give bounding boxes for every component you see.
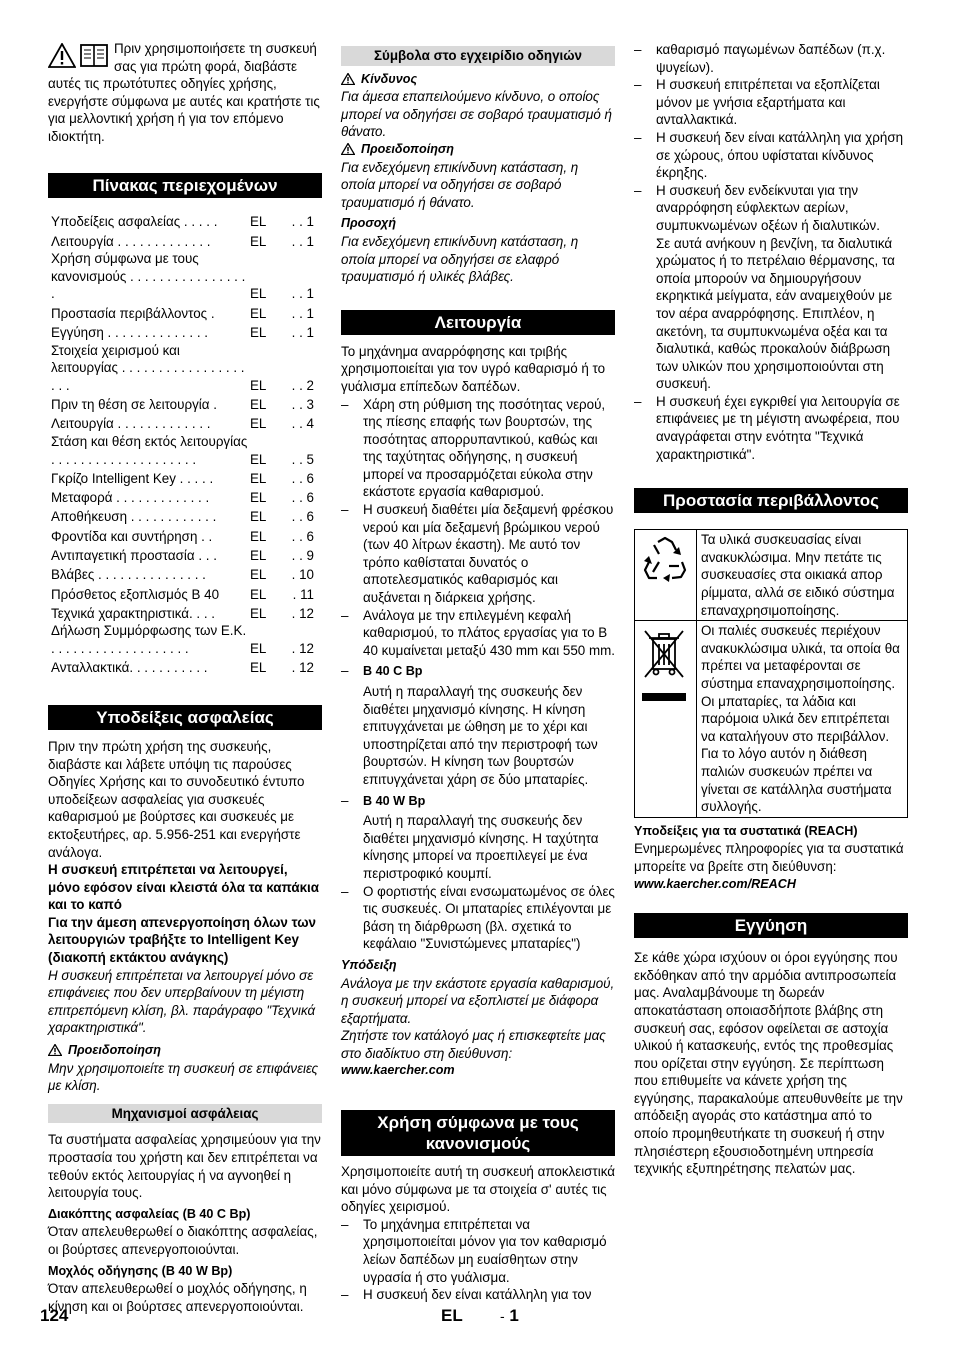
toc-table (48, 212, 322, 677)
manual-book-icon (80, 43, 108, 68)
list-item: – Η συσκευή δεν είναι κατάλληλη για χρήση σε χώρους, όπου υφίσταται κίνδυνος έκρηξης. (634, 129, 908, 182)
table-row (635, 530, 908, 621)
danger-label-text: Κίνδυνος (361, 71, 418, 86)
crossed-bin-icon-cell (635, 621, 697, 818)
intended-use-intro: Χρησιμοποιείτε αυτή τη συσκευή αποκλειστικά και μόνο σύμφωνα με τα στοιχεία σ' αυτές τις οδηγίες χειρισμού. (341, 1164, 615, 1215)
warranty-text: Σε κάθε χώρα ισχύουν οι όροι εγγύησης που εκδόθηκαν από την αρμόδια αντιπροσωπεία μας. Αναλαμβάνουμε τη δωρεάν αποκατάσταση οποιασδήποτε βλάβης στη συσκευή σας, εφόσον οφείλεται σε αστοχία υλικού ή κατασκευής, εντός της προθεσμίας που ορίζεται στην εγγύηση. Σε περίπτωση που επιθυμείτε να κάνετε χρήση της εγγύησης, παρακαλούμε απευθυνθείτε με την απόδειξη αγοράς στο κατάστημα από το οποίο προμηθευτήκατε τη συσκευή ή στην πλησιέστερη εξουσιοδοτημένη υπηρεσία τεχνικής εξυπηρέτησης πελατών μας. (634, 950, 903, 1177)
toc-row[interactable] (48, 468, 322, 487)
toc-entry-page: . . 1 (291, 305, 314, 321)
intended-use-section (341, 1163, 615, 1304)
toc-entry-lang: EL (250, 660, 267, 676)
toc-entry-lang: EL (250, 547, 267, 563)
toc-entry-lang: EL (250, 451, 267, 467)
intro-icons (48, 43, 110, 71)
toc-entry-lang: EL (250, 586, 267, 602)
list-item: – Το μηχάνημα επιτρέπεται να χρησιμοποιείται μόνον για τον καθαρισμό λείων δαπέδων μη ευαίσθητων στην υγρασία ή στο γυάλισμα. (341, 1216, 615, 1286)
warning-label-text: Προειδοποίηση (361, 141, 454, 156)
safety-bold-1: Η συσκευή επιτρέπεται να λειτουργεί, μόνο εφόσον είναι κλειστά όλα τα καπάκια και το καπό (48, 862, 319, 913)
intended-use-list-b (634, 41, 908, 463)
toc-entry-page: . . 6 (291, 470, 314, 486)
list-item: – Ανάλογα με την επιλεγμένη κεφαλή καθαρισμού, το πλάτος εργασίας για το B 40 κυμαίνεται μεταξύ 430 mm και 550 mm. (341, 607, 615, 660)
toc-row[interactable] (48, 342, 322, 395)
intended-use-list-a (341, 1216, 615, 1304)
toc-entry-title: Υποδείξεις ασφαλείας . . . . . (51, 214, 218, 230)
toc-entry-title: Στοιχεία χειρισμού και λειτουργίας . . . . . . . . . . . . . . . . . . . . (51, 342, 245, 393)
toc-entry-page: . . 1 (291, 233, 314, 249)
mechanisms-lever-text: Όταν απελευθερωθεί ο μοχλός οδήγησης, η κίνηση και οι βούρτσες απενεργοποιούνται. (48, 1281, 307, 1314)
safety-heading: Υποδείξεις ασφαλείας (48, 705, 322, 730)
reach-heading: Υποδείξεις για τα συστατικά (REACH) (634, 823, 858, 838)
toc-entry-lang: EL (250, 286, 267, 302)
intended-use-heading: Χρήση σύμφωνα με τους κανονισμούς (341, 1110, 615, 1156)
list-item: – Η συσκευή επιτρέπεται να εξοπλίζεται μόνον με γνήσια εξαρτήματα και ανταλλακτικά. (634, 76, 908, 129)
continued-text: καθαρισμό παγωμένων δαπέδων (π.χ. ψυγείων). (656, 42, 886, 75)
environment-table (634, 529, 908, 818)
mechanisms-switch-text: Όταν απελευθερωθεί ο διακόπτης ασφαλείας, οι βούρτσες απενεργοποιούνται. (48, 1224, 318, 1257)
note-url[interactable]: www.kaercher.com (341, 1063, 455, 1078)
function-list (341, 396, 615, 953)
toc-entry-title: Πριν τη θέση σε λειτουργία . (51, 397, 217, 413)
warning-text: Για ενδεχόμενη επικίνδυνη κατάσταση, η οποία μπορεί να οδηγήσει σε σοβαρό τραυματισμό ή θάνατο. (341, 159, 579, 210)
b40c-text: Αυτή η παραλλαγή της συσκευής δεν διαθέτει μηχανισμό κίνησης. Η κίνηση επιτυγχάνεται με ώθηση με το χέρι και υποστηρίζεται από την περιστροφή των βουρτσών. Η κίνηση των βουρτσών επιτυγχάνεται χάρη σε δύο μπαταρίες. (363, 684, 598, 787)
toc-entry-title: Λειτουργία . . . . . . . . . . . . . (51, 416, 211, 432)
toc-entry-lang: EL (250, 305, 267, 321)
warning-triangle-icon (48, 43, 76, 68)
note-text: Ανάλογα με την εκάστοτε εργασία καθαρισμού, η συσκευή μπορεί να εξοπλιστεί με διάφορα εξαρτήματα. (341, 975, 615, 1026)
toc-entry-page: . 10 (291, 567, 314, 583)
toc-entry-page: . . 5 (291, 451, 314, 467)
toc-entry-lang: EL (250, 470, 267, 486)
safety-warning-label (48, 1042, 322, 1060)
toc-entry-title: Χρήση σύμφωνα με τους κανονισμούς . . . . . . . . . . . . . . . . . (51, 251, 246, 302)
toc-entry-title: Τεχνικά χαρακτηριστικά. . . . (51, 605, 216, 621)
symbols-section (341, 71, 615, 286)
toc-row[interactable] (48, 507, 322, 526)
list-item (341, 662, 615, 788)
toc-entry-page: . 12 (291, 605, 314, 621)
table-row (635, 621, 908, 818)
recycle-text: Τα υλικά συσκευασίας είναι ανακυκλώσιμα. Μην πετάτε τις συσκευασίες στα οικιακά απορ ρίμματα, αλλά σε ειδικό σύστημα επαναχρησιμοποίησης. (697, 530, 908, 621)
recycle-icon (639, 534, 691, 588)
danger-text: Για άμεσα επαπειλούμενο κίνδυνο, ο οποίος μπορεί να οδηγήσει σε σοβαρό τραυματισμό ή θάνατο. (341, 89, 612, 140)
toc-entry-page: . . 1 (291, 286, 314, 302)
toc-entry-lang: EL (250, 416, 267, 432)
toc-row[interactable] (48, 487, 322, 506)
list-item: – Η συσκευή διαθέτει μία δεξαμενή φρέσκου νερού και μία δεξαμενή βρώμικου νερού (των 40 λίτρων έκαστη). Με αυτό τον τρόπο καθίσταται δυνατός ο αποτελεσματικός καθαρισμός και αυξάνεται η διάρκεια χρήσης. (341, 501, 615, 607)
toc-row[interactable] (48, 584, 322, 603)
b40c-label: B 40 C Bp (363, 664, 423, 679)
intro-text: Πριν χρησιμοποιήσετε τη συσκευή σας για πρώτη φορά, διαβάστε αυτές τις πρωτότυπες οδηγίες χρήσης, ενεργήστε σύμφωνα με αυτές και κρατήστε τις για μελλοντική χρήση ή για τον επόμενο ιδιοκτήτη. (48, 41, 320, 144)
mechanisms-intro: Τα συστήματα ασφαλείας χρησιμεύουν για την προστασία του χρήστη και δεν επιτρέπεται να τεθούν εκτός λειτουργίας ή να αγνοηθεί η λειτουργία τους. (48, 1132, 321, 1201)
caution-label: Προσοχή (341, 216, 397, 231)
page-number: 124 (40, 1306, 69, 1325)
gases-text: – Η συσκευή δεν ενδείκνυται για την αναρρόφηση εύφλεκτων αερίων, συμπυκνωμένων οξέων ή διαλυτικών. (656, 182, 880, 233)
toc-entry-page: . . 2 (291, 377, 314, 393)
b40w-label: B 40 W Bp (363, 793, 426, 808)
toc-entry-page: . 11 (292, 586, 314, 602)
warning-triangle-icon (341, 143, 355, 155)
toc-entry-title: Γκρίζο Intelligent Key . . . . . (51, 470, 214, 486)
toc-row[interactable] (48, 212, 322, 231)
recycle-icon-cell (635, 530, 697, 621)
toc-row[interactable] (48, 526, 322, 545)
list-item: – Χάρη στη ρύθμιση της ποσότητας νερού, της πίεσης επαφής των βουρτσών, της ποσότητας απορρυπαντικού, καθώς και της ταχύτητας οδήγησης, η συσκευή μπορεί να προσαρμόζεται εύκολα στην εκάστοτε εργασία καθαρισμού. (341, 396, 615, 502)
toc-entry-title: Πρόσθετος εξοπλισμός B 40 (51, 586, 220, 602)
danger-label (341, 71, 615, 89)
column-middle (341, 46, 615, 1304)
safety-warning-text: Μην χρησιμοποιείτε τη συσκευή σε επιφάνειες με κλίση. (48, 1060, 318, 1094)
warranty-heading: Εγγύηση (634, 913, 908, 938)
toc-entry-lang: EL (250, 214, 267, 230)
toc-entry-title: Δήλωση Συμμόρφωσης των Ε.Κ. . . . . . . . . . . . . . . . . . . . (51, 623, 247, 657)
toc-entry-title: Εγγύηση . . . . . . . . . . . . . . (51, 324, 208, 340)
toc-row[interactable] (48, 603, 322, 622)
function-intro: Το μηχάνημα αναρρόφησης και τριβής χρησιμοποιείται για τον υγρό καθαρισμό ή το γυάλισμα επίπεδων δαπέδων. (341, 343, 606, 394)
toc-row[interactable] (48, 545, 322, 564)
toc-entry-title: Φροντίδα και συντήρηση . . (51, 528, 213, 544)
list-item: – Η συσκευή δεν είναι κατάλληλη για τον (341, 1286, 615, 1304)
footer-dash: - (500, 1308, 505, 1324)
toc-entry-page: . . 1 (291, 214, 314, 230)
list-item (341, 792, 615, 883)
environment-heading: Προστασία περιβάλλοντος (634, 488, 908, 513)
list-item: – Η συσκευή έχει εγκριθεί για λειτουργία σε επιφάνειες με τη μέγιστη ανωφέρεια, που αναγράφεται στην ενότητα "Τεχνικά χαρακτηριστικά". (634, 393, 908, 463)
column-right (634, 41, 908, 1178)
list-item-continued (634, 41, 908, 76)
toc-row[interactable] (48, 622, 322, 657)
toc-row[interactable] (48, 433, 322, 468)
warning-label (341, 141, 615, 159)
safety-warning-label-text: Προειδοποίηση (68, 1043, 161, 1058)
warning-triangle-icon (48, 1044, 62, 1056)
crossed-bin-icon (639, 629, 689, 703)
intro-block (48, 40, 322, 146)
toc-row[interactable] (48, 658, 322, 677)
toc-entry-page: . 12 (291, 641, 314, 657)
safety-section (48, 738, 322, 1095)
toc-row[interactable] (48, 414, 322, 433)
toc-entry-page: . . 6 (291, 509, 314, 525)
warning-triangle-icon (341, 73, 355, 85)
footer-num-text: 1 (509, 1306, 519, 1325)
toc-row[interactable] (48, 322, 322, 341)
reach-url[interactable]: www.kaercher.com/REACH (634, 876, 796, 891)
mechanisms-heading: Μηχανισμοί ασφάλειας (48, 1104, 322, 1124)
safety-italic: Η συσκευή επιτρέπεται να λειτουργεί μόνο σε επιφάνειες που δεν υπερβαίνουν τη μέγιστη επιτρεπόμενη κλίση, βλ. παράγραφο "Τεχνικά χαρακτηριστικά". (48, 967, 316, 1036)
toc-entry-lang: EL (250, 490, 267, 506)
function-heading: Λειτουργία (341, 310, 615, 335)
toc-entry-lang: EL (250, 509, 267, 525)
toc-row[interactable] (48, 250, 322, 303)
mechanisms-section (48, 1131, 322, 1315)
toc-entry-page: . . 6 (291, 528, 314, 544)
toc-entry-page: . . 4 (291, 416, 314, 432)
toc-entry-title: Λειτουργία . . . . . . . . . . . . . (51, 233, 211, 249)
column-left (48, 40, 322, 1315)
b40w-text: Αυτή η παραλλαγή της συσκευής δεν διαθέτει μηχανισμό κίνησης. Η ταχύτητα κίνησης μπορεί να προεπιλεγεί με ένα περιστροφικό κουμπί. (363, 813, 599, 881)
toc-entry-lang: EL (250, 528, 267, 544)
toc-entry-title: Αποθήκευση . . . . . . . . . . . . (51, 509, 217, 525)
toc-entry-lang: EL (250, 397, 267, 413)
reach-text: Ενημερωμένες πληροφορίες για τα συστατικά μπορείτε να βρείτε στη διεύθυνση: (634, 841, 904, 874)
mechanisms-switch-heading: Διακόπτης ασφαλείας (B 40 C Bp) (48, 1206, 251, 1221)
mechanisms-lever-heading: Μοχλός οδήγησης (B 40 W Bp) (48, 1263, 233, 1278)
section-page-number (500, 1307, 519, 1326)
list-item (634, 182, 908, 393)
toc-entry-page: . . 3 (291, 397, 314, 413)
toc-entry-lang: EL (250, 641, 267, 657)
toc-entry-title: Μεταφορά . . . . . . . . . . . . . (51, 490, 210, 506)
function-section (341, 343, 615, 1080)
toc-entry-page: . . 9 (291, 547, 314, 563)
toc-entry-title: Προστασία περιβάλλοντος . (51, 305, 215, 321)
toc-row[interactable] (48, 303, 322, 322)
language-code: EL (441, 1306, 463, 1325)
toc-entry-title: Βλάβες . . . . . . . . . . . . . . . (51, 567, 206, 583)
toc-entry-lang: EL (250, 324, 267, 340)
toc-row[interactable] (48, 231, 322, 250)
solvents-text: Σε αυτά ανήκουν η βενζίνη, τα διαλυτικά χρώματος ή το πετρέλαιο θέρμανσης, τα οποία μπορούν να δημιουργήσουν εκρηκτικά μείγματα, εάν αναμειχθούν με τον αέρα αναρρόφησης. Επιπλέον, η ακετόνη, τα συμπυκνωμένα οξέα και τα διαλυτικά, καθώς προκαλούν διάβρωση των υλικών που χρησιμοποιούνται στη συσκευή. (656, 235, 895, 392)
symbols-heading: Σύμβολα στο εγχειρίδιο οδηγιών (341, 46, 615, 66)
toc-entry-title: Στάση και θέση εκτός λειτουργίας . . . . . . . . . . . . . . . . . . . . (51, 433, 248, 467)
list-item: – Ο φορτιστής είναι ενσωματωμένος σε όλες τις συσκευές. Οι μπαταρίες επιλέγονται με βάση τη διάρθρωση (βλ. σχετικά το κεφάλαιο "Συνιστώμενες μπαταρίες") (341, 883, 615, 953)
toc-row[interactable] (48, 565, 322, 584)
safety-bold-2: Για την άμεση απενεργοποίηση όλων των λειτουργιών τραβήξτε το Intelligent Key (διακοπή εκτάκτου ανάγκης) (48, 914, 316, 966)
caution-text: Για ενδεχόμενη επικίνδυνη κατάσταση, η οποία μπορεί να οδηγήσει σε ελαφρό τραυματισμό ή υλικές βλάβες. (341, 233, 579, 285)
toc-entry-lang: EL (250, 605, 267, 621)
toc-entry-lang: EL (250, 233, 267, 249)
toc-entry-page: . . 1 (291, 324, 314, 340)
toc-row[interactable] (48, 394, 322, 413)
toc-heading: Πίνακας περιεχομένων (48, 173, 322, 198)
toc-entry-title: Αντιπαγετική προστασία . . . (51, 547, 217, 563)
weee-text: Οι παλιές συσκευές περιέχουν ανακυκλώσιμα υλικά, τα οποία θα πρέπει να μεταφέρονται σε σύστημα επαναχρησιμοποίησης. Οι μπαταρίες, τα λάδια και παρόμοια υλικά δεν επιτρέπεται να καταλήγουν στο περιβάλλον. Για το λόγο αυτόν η διάθεση παλιών συσκευών πρέπει να γίνεται σε κατάλληλα συστήματα συλλογής. (697, 621, 908, 818)
toc-entry-page: . . 6 (291, 490, 314, 506)
note-label: Υπόδειξη (341, 957, 397, 972)
toc-entry-lang: EL (250, 377, 267, 393)
toc-entry-page: . 12 (291, 660, 314, 676)
toc-entry-title: Ανταλλακτικά. . . . . . . . . . . (51, 660, 208, 676)
safety-intro: Πριν την πρώτη χρήση της συσκευής, διαβάστε και λάβετε υπόψη τις παρούσες Οδηγίες Χρήσης και το συνοδευτικό έντυπο υποδείξεων ασφαλείας για συσκευές καθαρισμού με βούρτσες και συσκευές με εκτοξευτήρες, αρ. 5.956-251 και ενεργήστε ανάλογα. (48, 738, 305, 860)
toc-entry-lang: EL (250, 567, 267, 583)
note-text-2: Ζητήστε τον κατάλογό μας ή επισκεφτείτε μας στο διαδίκτυο στη διεύθυνση: (341, 1028, 606, 1061)
